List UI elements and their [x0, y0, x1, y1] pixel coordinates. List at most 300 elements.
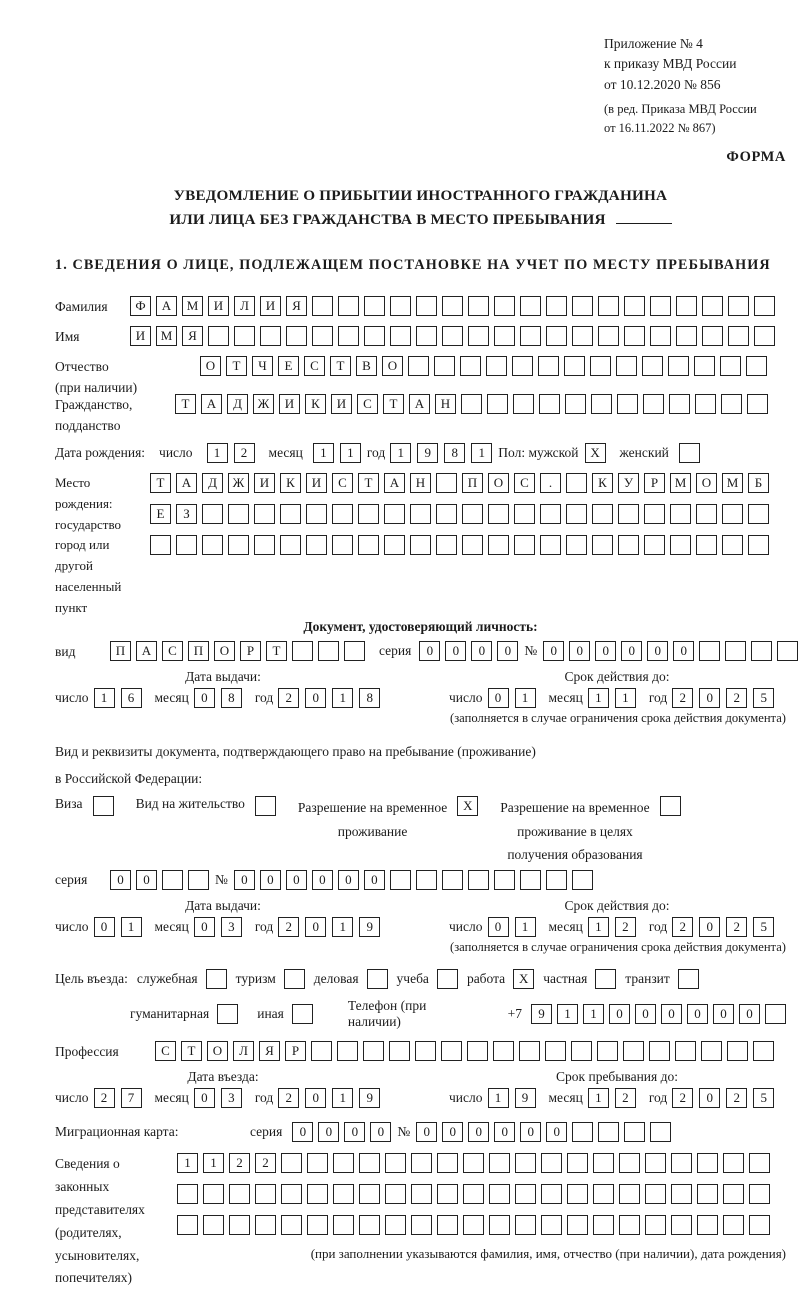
char-box[interactable]: М: [670, 473, 691, 493]
char-box[interactable]: [668, 356, 689, 376]
char-box[interactable]: [390, 326, 411, 346]
char-box[interactable]: Л: [234, 296, 255, 316]
char-box[interactable]: [203, 1184, 224, 1204]
char-box[interactable]: [338, 326, 359, 346]
char-box[interactable]: С: [332, 473, 353, 493]
char-box[interactable]: [488, 535, 509, 555]
char-box[interactable]: [566, 473, 587, 493]
char-box[interactable]: 9: [515, 1088, 536, 1108]
char-box[interactable]: Ч: [252, 356, 273, 376]
char-box[interactable]: [678, 969, 699, 989]
char-box[interactable]: [572, 870, 593, 890]
char-box[interactable]: 1: [177, 1153, 198, 1173]
char-box[interactable]: 2: [234, 443, 255, 463]
char-box[interactable]: 9: [359, 1088, 380, 1108]
char-box[interactable]: [93, 796, 114, 816]
char-box[interactable]: [541, 1215, 562, 1235]
char-box[interactable]: [311, 1041, 332, 1061]
char-box[interactable]: М: [182, 296, 203, 316]
char-box[interactable]: [442, 326, 463, 346]
char-box[interactable]: [434, 356, 455, 376]
char-box[interactable]: Ж: [228, 473, 249, 493]
char-box[interactable]: [390, 870, 411, 890]
char-box[interactable]: [306, 504, 327, 524]
char-box[interactable]: .: [540, 473, 561, 493]
char-box[interactable]: 0: [497, 641, 518, 661]
char-box[interactable]: [593, 1215, 614, 1235]
char-box[interactable]: 7: [121, 1088, 142, 1108]
char-box[interactable]: [150, 535, 171, 555]
char-box[interactable]: 0: [194, 1088, 215, 1108]
char-box[interactable]: 0: [699, 688, 720, 708]
char-box[interactable]: [318, 641, 339, 661]
char-box[interactable]: [645, 1215, 666, 1235]
char-box[interactable]: 0: [194, 688, 215, 708]
char-box[interactable]: [468, 296, 489, 316]
char-box[interactable]: [441, 1041, 462, 1061]
char-box[interactable]: К: [280, 473, 301, 493]
char-box[interactable]: [567, 1215, 588, 1235]
char-box[interactable]: [565, 394, 586, 414]
char-box[interactable]: [749, 1215, 770, 1235]
char-box[interactable]: [410, 504, 431, 524]
char-box[interactable]: [411, 1184, 432, 1204]
char-box[interactable]: [645, 1184, 666, 1204]
char-box[interactable]: 3: [221, 917, 242, 937]
char-box[interactable]: С: [304, 356, 325, 376]
char-box[interactable]: 5: [753, 688, 774, 708]
char-box[interactable]: [460, 356, 481, 376]
char-box[interactable]: [385, 1215, 406, 1235]
char-box[interactable]: [307, 1215, 328, 1235]
char-box[interactable]: [725, 641, 746, 661]
char-box[interactable]: Р: [285, 1041, 306, 1061]
char-box[interactable]: О: [382, 356, 403, 376]
char-box[interactable]: Т: [358, 473, 379, 493]
char-box[interactable]: [571, 1041, 592, 1061]
char-box[interactable]: [728, 296, 749, 316]
char-box[interactable]: [699, 641, 720, 661]
char-box[interactable]: [679, 443, 700, 463]
char-box[interactable]: [162, 870, 183, 890]
char-box[interactable]: [748, 535, 769, 555]
char-box[interactable]: [670, 535, 691, 555]
char-box[interactable]: [702, 326, 723, 346]
char-box[interactable]: 0: [136, 870, 157, 890]
char-box[interactable]: [746, 356, 767, 376]
char-box[interactable]: 0: [569, 641, 590, 661]
char-box[interactable]: 0: [739, 1004, 760, 1024]
char-box[interactable]: [462, 504, 483, 524]
char-box[interactable]: [489, 1215, 510, 1235]
char-box[interactable]: [176, 535, 197, 555]
char-box[interactable]: [643, 394, 664, 414]
char-box[interactable]: [494, 296, 515, 316]
char-box[interactable]: [436, 504, 457, 524]
char-box[interactable]: [595, 969, 616, 989]
char-box[interactable]: 1: [340, 443, 361, 463]
char-box[interactable]: Т: [266, 641, 287, 661]
char-box[interactable]: 1: [332, 917, 353, 937]
char-box[interactable]: И: [260, 296, 281, 316]
char-box[interactable]: 0: [543, 641, 564, 661]
char-box[interactable]: [468, 870, 489, 890]
char-box[interactable]: [749, 1184, 770, 1204]
char-box[interactable]: 0: [370, 1122, 391, 1142]
char-box[interactable]: 2: [229, 1153, 250, 1173]
char-box[interactable]: Ж: [253, 394, 274, 414]
char-box[interactable]: 0: [609, 1004, 630, 1024]
char-box[interactable]: [337, 1041, 358, 1061]
char-box[interactable]: [696, 535, 717, 555]
char-box[interactable]: Т: [175, 394, 196, 414]
char-box[interactable]: X: [585, 443, 606, 463]
char-box[interactable]: Д: [227, 394, 248, 414]
char-box[interactable]: [619, 1184, 640, 1204]
char-box[interactable]: [436, 535, 457, 555]
char-box[interactable]: [177, 1215, 198, 1235]
char-box[interactable]: [359, 1184, 380, 1204]
char-box[interactable]: 0: [344, 1122, 365, 1142]
char-box[interactable]: [344, 641, 365, 661]
char-box[interactable]: [519, 1041, 540, 1061]
char-box[interactable]: З: [176, 504, 197, 524]
char-box[interactable]: В: [356, 356, 377, 376]
char-box[interactable]: [280, 504, 301, 524]
char-box[interactable]: [597, 1041, 618, 1061]
char-box[interactable]: 0: [673, 641, 694, 661]
char-box[interactable]: 0: [292, 1122, 313, 1142]
char-box[interactable]: [541, 1184, 562, 1204]
char-box[interactable]: [697, 1184, 718, 1204]
char-box[interactable]: [566, 535, 587, 555]
char-box[interactable]: [567, 1184, 588, 1204]
char-box[interactable]: 1: [588, 688, 609, 708]
char-box[interactable]: [254, 535, 275, 555]
char-box[interactable]: [727, 1041, 748, 1061]
char-box[interactable]: [281, 1184, 302, 1204]
char-box[interactable]: [624, 296, 645, 316]
char-box[interactable]: 0: [305, 688, 326, 708]
char-box[interactable]: К: [592, 473, 613, 493]
char-box[interactable]: 1: [583, 1004, 604, 1024]
char-box[interactable]: И: [254, 473, 275, 493]
char-box[interactable]: [286, 326, 307, 346]
char-box[interactable]: 5: [753, 1088, 774, 1108]
char-box[interactable]: С: [514, 473, 535, 493]
char-box[interactable]: 0: [416, 1122, 437, 1142]
char-box[interactable]: [416, 326, 437, 346]
char-box[interactable]: [364, 296, 385, 316]
char-box[interactable]: [591, 394, 612, 414]
char-box[interactable]: 2: [278, 688, 299, 708]
char-box[interactable]: 0: [699, 1088, 720, 1108]
char-box[interactable]: 8: [444, 443, 465, 463]
char-box[interactable]: А: [156, 296, 177, 316]
char-box[interactable]: 2: [672, 1088, 693, 1108]
char-box[interactable]: [487, 394, 508, 414]
char-box[interactable]: С: [162, 641, 183, 661]
char-box[interactable]: [671, 1215, 692, 1235]
char-box[interactable]: М: [156, 326, 177, 346]
char-box[interactable]: С: [155, 1041, 176, 1061]
char-box[interactable]: И: [306, 473, 327, 493]
char-box[interactable]: Н: [435, 394, 456, 414]
char-box[interactable]: [408, 356, 429, 376]
char-box[interactable]: [463, 1184, 484, 1204]
char-box[interactable]: [228, 504, 249, 524]
char-box[interactable]: [359, 1215, 380, 1235]
char-box[interactable]: 1: [515, 688, 536, 708]
char-box[interactable]: 1: [390, 443, 411, 463]
char-box[interactable]: 9: [531, 1004, 552, 1024]
char-box[interactable]: 1: [515, 917, 536, 937]
char-box[interactable]: [650, 1122, 671, 1142]
char-box[interactable]: [284, 969, 305, 989]
char-box[interactable]: А: [409, 394, 430, 414]
char-box[interactable]: 2: [672, 917, 693, 937]
char-box[interactable]: [697, 1215, 718, 1235]
char-box[interactable]: [312, 326, 333, 346]
char-box[interactable]: [618, 535, 639, 555]
char-box[interactable]: [203, 1215, 224, 1235]
char-box[interactable]: [723, 1215, 744, 1235]
char-box[interactable]: [598, 1122, 619, 1142]
char-box[interactable]: 3: [221, 1088, 242, 1108]
char-box[interactable]: Т: [226, 356, 247, 376]
char-box[interactable]: 2: [726, 1088, 747, 1108]
char-box[interactable]: [364, 326, 385, 346]
char-box[interactable]: [486, 356, 507, 376]
char-box[interactable]: [512, 356, 533, 376]
char-box[interactable]: [650, 296, 671, 316]
char-box[interactable]: М: [722, 473, 743, 493]
char-box[interactable]: 0: [260, 870, 281, 890]
char-box[interactable]: 6: [121, 688, 142, 708]
char-box[interactable]: 1: [471, 443, 492, 463]
char-box[interactable]: 0: [94, 917, 115, 937]
char-box[interactable]: [416, 296, 437, 316]
char-box[interactable]: [437, 969, 458, 989]
char-box[interactable]: 0: [661, 1004, 682, 1024]
char-box[interactable]: 2: [726, 688, 747, 708]
char-box[interactable]: Ф: [130, 296, 151, 316]
char-box[interactable]: [415, 1041, 436, 1061]
char-box[interactable]: 0: [471, 641, 492, 661]
char-box[interactable]: [696, 504, 717, 524]
char-box[interactable]: [367, 969, 388, 989]
char-box[interactable]: [650, 326, 671, 346]
char-box[interactable]: [292, 1004, 313, 1024]
char-box[interactable]: 2: [255, 1153, 276, 1173]
char-box[interactable]: [520, 326, 541, 346]
char-box[interactable]: 2: [94, 1088, 115, 1108]
char-box[interactable]: [566, 504, 587, 524]
char-box[interactable]: [546, 296, 567, 316]
char-box[interactable]: 0: [305, 1088, 326, 1108]
char-box[interactable]: [202, 504, 223, 524]
char-box[interactable]: [671, 1184, 692, 1204]
char-box[interactable]: [384, 504, 405, 524]
char-box[interactable]: [437, 1215, 458, 1235]
char-box[interactable]: [723, 1184, 744, 1204]
char-box[interactable]: А: [176, 473, 197, 493]
char-box[interactable]: О: [207, 1041, 228, 1061]
char-box[interactable]: [463, 1215, 484, 1235]
char-box[interactable]: [721, 394, 742, 414]
char-box[interactable]: 2: [278, 1088, 299, 1108]
char-box[interactable]: [384, 535, 405, 555]
char-box[interactable]: [592, 504, 613, 524]
char-box[interactable]: [619, 1215, 640, 1235]
char-box[interactable]: [644, 535, 665, 555]
char-box[interactable]: [493, 1041, 514, 1061]
char-box[interactable]: [255, 1184, 276, 1204]
char-box[interactable]: [777, 641, 798, 661]
char-box[interactable]: К: [305, 394, 326, 414]
char-box[interactable]: [416, 870, 437, 890]
char-box[interactable]: 0: [419, 641, 440, 661]
char-box[interactable]: Е: [150, 504, 171, 524]
char-box[interactable]: 0: [595, 641, 616, 661]
char-box[interactable]: 0: [713, 1004, 734, 1024]
char-box[interactable]: [623, 1041, 644, 1061]
char-box[interactable]: 0: [647, 641, 668, 661]
char-box[interactable]: [564, 356, 585, 376]
char-box[interactable]: [675, 1041, 696, 1061]
char-box[interactable]: 2: [615, 917, 636, 937]
char-box[interactable]: [312, 296, 333, 316]
char-box[interactable]: 0: [687, 1004, 708, 1024]
char-box[interactable]: [592, 535, 613, 555]
char-box[interactable]: [281, 1215, 302, 1235]
char-box[interactable]: У: [618, 473, 639, 493]
char-box[interactable]: 9: [417, 443, 438, 463]
char-box[interactable]: П: [110, 641, 131, 661]
char-box[interactable]: [468, 326, 489, 346]
char-box[interactable]: 0: [286, 870, 307, 890]
char-box[interactable]: И: [130, 326, 151, 346]
char-box[interactable]: [539, 394, 560, 414]
char-box[interactable]: [255, 1215, 276, 1235]
char-box[interactable]: 0: [312, 870, 333, 890]
char-box[interactable]: А: [136, 641, 157, 661]
char-box[interactable]: [747, 394, 768, 414]
char-box[interactable]: П: [462, 473, 483, 493]
char-box[interactable]: 1: [332, 1088, 353, 1108]
char-box[interactable]: И: [279, 394, 300, 414]
char-box[interactable]: [617, 394, 638, 414]
char-box[interactable]: [754, 326, 775, 346]
char-box[interactable]: [751, 641, 772, 661]
char-box[interactable]: 1: [557, 1004, 578, 1024]
char-box[interactable]: [488, 504, 509, 524]
char-box[interactable]: [307, 1184, 328, 1204]
char-box[interactable]: [702, 296, 723, 316]
char-box[interactable]: А: [384, 473, 405, 493]
char-box[interactable]: А: [201, 394, 222, 414]
char-box[interactable]: [618, 504, 639, 524]
char-box[interactable]: [461, 394, 482, 414]
char-box[interactable]: 0: [318, 1122, 339, 1142]
char-box[interactable]: [545, 1041, 566, 1061]
char-box[interactable]: Р: [240, 641, 261, 661]
char-box[interactable]: 2: [615, 1088, 636, 1108]
char-box[interactable]: Т: [181, 1041, 202, 1061]
char-box[interactable]: Р: [644, 473, 665, 493]
char-box[interactable]: [670, 504, 691, 524]
char-box[interactable]: [363, 1041, 384, 1061]
char-box[interactable]: 0: [494, 1122, 515, 1142]
char-box[interactable]: 2: [672, 688, 693, 708]
char-box[interactable]: [188, 870, 209, 890]
char-box[interactable]: 9: [359, 917, 380, 937]
char-box[interactable]: [546, 870, 567, 890]
char-box[interactable]: [410, 535, 431, 555]
char-box[interactable]: Я: [259, 1041, 280, 1061]
char-box[interactable]: О: [488, 473, 509, 493]
char-box[interactable]: [358, 535, 379, 555]
char-box[interactable]: Я: [286, 296, 307, 316]
char-box[interactable]: 1: [203, 1153, 224, 1173]
char-box[interactable]: 1: [588, 1088, 609, 1108]
char-box[interactable]: [333, 1215, 354, 1235]
char-box[interactable]: И: [208, 296, 229, 316]
char-box[interactable]: [292, 641, 313, 661]
char-box[interactable]: [590, 356, 611, 376]
char-box[interactable]: [515, 1184, 536, 1204]
char-box[interactable]: 8: [221, 688, 242, 708]
char-box[interactable]: [385, 1184, 406, 1204]
char-box[interactable]: Б: [748, 473, 769, 493]
char-box[interactable]: Е: [278, 356, 299, 376]
char-box[interactable]: [332, 504, 353, 524]
char-box[interactable]: [436, 473, 457, 493]
char-box[interactable]: [722, 535, 743, 555]
char-box[interactable]: [624, 326, 645, 346]
char-box[interactable]: 0: [234, 870, 255, 890]
char-box[interactable]: [642, 356, 663, 376]
char-box[interactable]: [332, 535, 353, 555]
char-box[interactable]: [255, 796, 276, 816]
char-box[interactable]: [540, 504, 561, 524]
char-box[interactable]: 0: [699, 917, 720, 937]
char-box[interactable]: 0: [468, 1122, 489, 1142]
char-box[interactable]: 1: [332, 688, 353, 708]
char-box[interactable]: [514, 504, 535, 524]
char-box[interactable]: [676, 326, 697, 346]
char-box[interactable]: [546, 326, 567, 346]
char-box[interactable]: [358, 504, 379, 524]
char-box[interactable]: [177, 1184, 198, 1204]
char-box[interactable]: Т: [150, 473, 171, 493]
char-box[interactable]: 0: [445, 641, 466, 661]
char-box[interactable]: [593, 1184, 614, 1204]
char-box[interactable]: [598, 326, 619, 346]
char-box[interactable]: [254, 504, 275, 524]
char-box[interactable]: О: [200, 356, 221, 376]
char-box[interactable]: 0: [305, 917, 326, 937]
char-box[interactable]: [720, 356, 741, 376]
char-box[interactable]: 0: [488, 688, 509, 708]
char-box[interactable]: [411, 1215, 432, 1235]
char-box[interactable]: 0: [338, 870, 359, 890]
char-box[interactable]: С: [357, 394, 378, 414]
char-box[interactable]: X: [457, 796, 478, 816]
char-box[interactable]: [208, 326, 229, 346]
char-box[interactable]: [390, 296, 411, 316]
char-box[interactable]: Н: [410, 473, 431, 493]
